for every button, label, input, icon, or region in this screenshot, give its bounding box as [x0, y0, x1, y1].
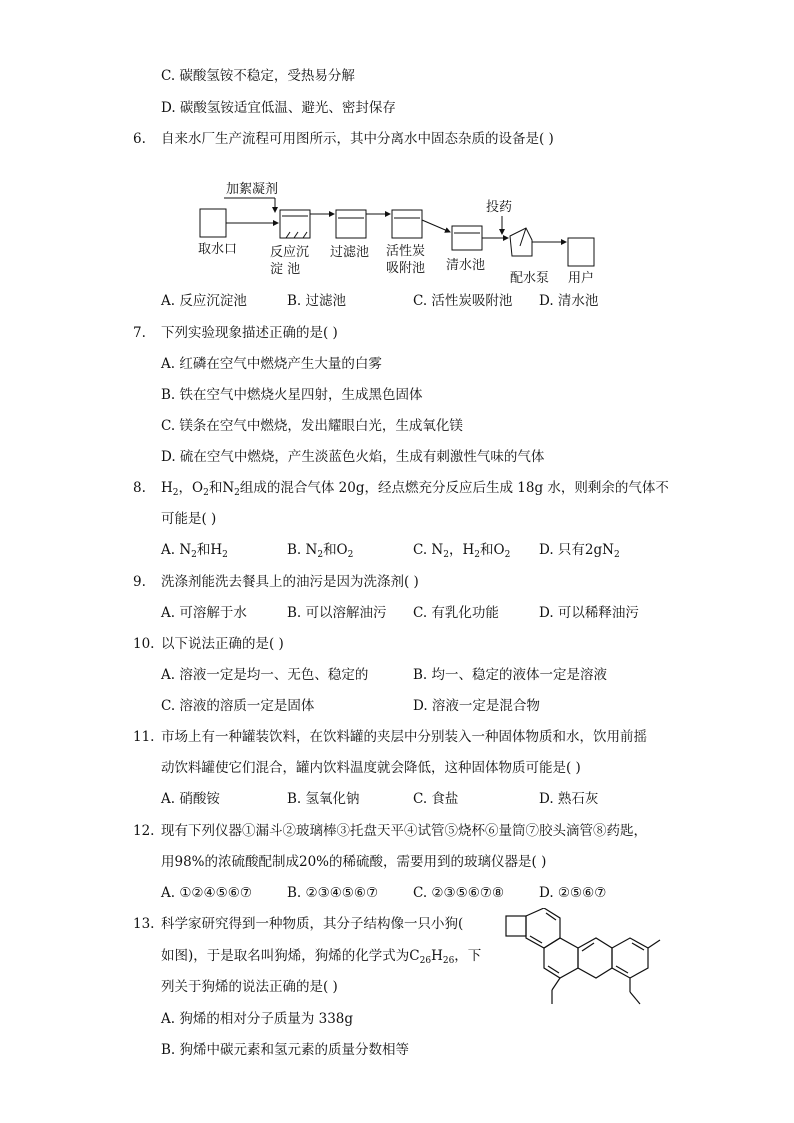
q8-stem-line1: $H_2$，$O_2$和$N_2$组成的混合气体 20g，经点燃充分反应后生成 18g 水，则剩余的气体不: [161, 480, 669, 498]
q7-stem: 下列实验现象描述正确的是( ): [161, 325, 338, 341]
carbon-tank: [392, 210, 422, 238]
q6-option-a: A. 反应沉淀池: [161, 293, 247, 309]
q10-option-b: B. 均一、稳定的液体一定是溶液: [413, 667, 608, 683]
label-user: 用户: [568, 271, 595, 286]
q13-stem-line3: 列关于狗烯的说法正确的是( ): [161, 979, 338, 995]
ring-3: [578, 938, 612, 978]
q11-option-c: C. 食盐: [413, 791, 459, 807]
q13-option-b: B. 狗烯中碳元素和氢元素的质量分数相等: [161, 1042, 410, 1058]
q10-number: 10.: [133, 636, 155, 652]
q5-option-d: D. 碳酸氢铵适宜低温、避光、密封保存: [161, 100, 396, 116]
label-reaction-2: 淀 池: [270, 262, 301, 277]
q12-number: 12.: [133, 823, 155, 839]
q9-option-c: C. 有乳化功能: [413, 605, 499, 621]
q6-option-c: C. 活性炭吸附池: [413, 293, 513, 309]
q8-option-a: A. $N_2$和$H_2$: [161, 542, 228, 560]
q11-stem-line2: 动饮料罐使它们混合，罐内饮料温度就会降低，这种固体物质可能是( ): [161, 760, 581, 776]
dogene-molecule-structure: [498, 908, 670, 1020]
ethyl-leg-2b: [630, 992, 640, 1004]
cyclobutane-ring: [506, 916, 526, 936]
label-carbon-2: 吸附池: [386, 261, 426, 276]
ring-4: [612, 938, 648, 978]
ethyl-leg-1a: [552, 978, 560, 990]
label-intake: 取水口: [198, 242, 238, 257]
q9-option-a: A. 可溶解于水: [161, 605, 247, 621]
q5-option-c: C. 碳酸氢铵不稳定，受热易分解: [161, 68, 355, 84]
q12-option-b: B. ②③④⑤⑥⑦: [287, 885, 379, 901]
q11-option-b: B. 氢氧化钠: [287, 791, 360, 807]
q9-stem: 洗涤剂能洗去餐具上的油污是因为洗涤剂( ): [161, 574, 419, 590]
q7-option-b: B. 铁在空气中燃烧火星四射，生成黑色固体: [161, 387, 423, 403]
q11-number: 11.: [133, 729, 155, 745]
q12-option-c: C. ②③⑤⑥⑦⑧: [413, 885, 505, 901]
q11-option-d: D. 熟石灰: [539, 791, 599, 807]
label-clear-water: 清水池: [446, 258, 486, 273]
q7-option-a: A. 红磷在空气中燃烧产生大量的白雾: [161, 356, 382, 372]
q8-option-b: B. $N_2$和$O_2$: [287, 542, 354, 560]
q6-option-b: B. 过滤池: [287, 293, 347, 309]
intake-box: [200, 209, 226, 237]
q6-stem: 自来水厂生产流程可用图所示，其中分离水中固态杂质的设备是( ): [161, 131, 554, 147]
q10-option-c: C. 溶液的溶质一定是固体: [161, 698, 315, 714]
q11-stem-line1: 市场上有一种罐装饮料，在饮料罐的夹层中分别装入一种固体物质和水，饮用前摇: [161, 729, 647, 745]
q8-option-c: C. $N_2$，$H_2$和$O_2$: [413, 542, 511, 560]
q8-option-d: D. 只有$2gN_2$: [539, 542, 620, 560]
label-dosing: 投药: [486, 200, 513, 215]
q9-option-b: B. 可以溶解油污: [287, 605, 387, 621]
label-carbon-1: 活性炭: [386, 244, 426, 259]
q12-stem-line1: 现有下列仪器①漏斗②玻璃棒③托盘天平④试管⑤烧杯⑥量筒⑦胶头滴管⑧药匙，: [161, 823, 647, 839]
q13-number: 13.: [133, 916, 155, 932]
q13-stem-line2: 如图)，于是取名叫狗烯，狗烯的化学式为$C_{26}H_{26}$，下: [161, 948, 482, 966]
q12-option-d: D. ②⑤⑥⑦: [539, 885, 607, 901]
clear-water-tank: [452, 226, 482, 250]
q12-stem-line2: 用98%的浓硫酸配制成20%的稀硫酸，需要用到的玻璃仪器是( ): [161, 854, 547, 870]
label-coagulant: 加絮凝剂: [226, 182, 279, 197]
q10-option-a: A. 溶液一定是均一、无色、稳定的: [161, 667, 369, 683]
filter-tank: [336, 210, 366, 238]
q8-stem-line2: 可能是( ): [161, 511, 217, 527]
q7-number: 7.: [133, 325, 146, 341]
q9-number: 9.: [133, 574, 146, 590]
label-filter: 过滤池: [330, 245, 370, 260]
q8-number: 8.: [133, 480, 146, 496]
q13-option-a: A. 狗烯的相对分子质量为 338g: [161, 1011, 354, 1027]
q7-option-c: C. 镁条在空气中燃烧，发出耀眼白光，生成氧化镁: [161, 418, 463, 434]
water-treatment-flow-diagram: [190, 176, 610, 288]
q6-number: 6.: [133, 131, 146, 147]
q7-option-d: D. 硫在空气中燃烧，产生淡蓝色火焰，生成有刺激性气味的气体: [161, 449, 545, 465]
methyl-tail: [648, 940, 660, 948]
q13-stem-line1: 科学家研究得到一种物质，其分子结构像一只小狗(: [161, 916, 464, 932]
q11-option-a: A. 硝酸铵: [161, 791, 220, 807]
ring-1: [526, 908, 560, 948]
user-box: [568, 238, 594, 266]
label-reaction-1: 反应沉: [270, 245, 310, 260]
q9-option-d: D. 可以稀释油污: [539, 605, 639, 621]
q10-option-d: D. 溶液一定是混合物: [413, 698, 540, 714]
q10-stem: 以下说法正确的是( ): [161, 636, 284, 652]
label-pump: 配水泵: [510, 271, 550, 286]
q12-option-a: A. ①②④⑤⑥⑦: [161, 885, 252, 901]
ring-2: [544, 938, 578, 978]
q6-option-d: D. 清水池: [539, 293, 599, 309]
